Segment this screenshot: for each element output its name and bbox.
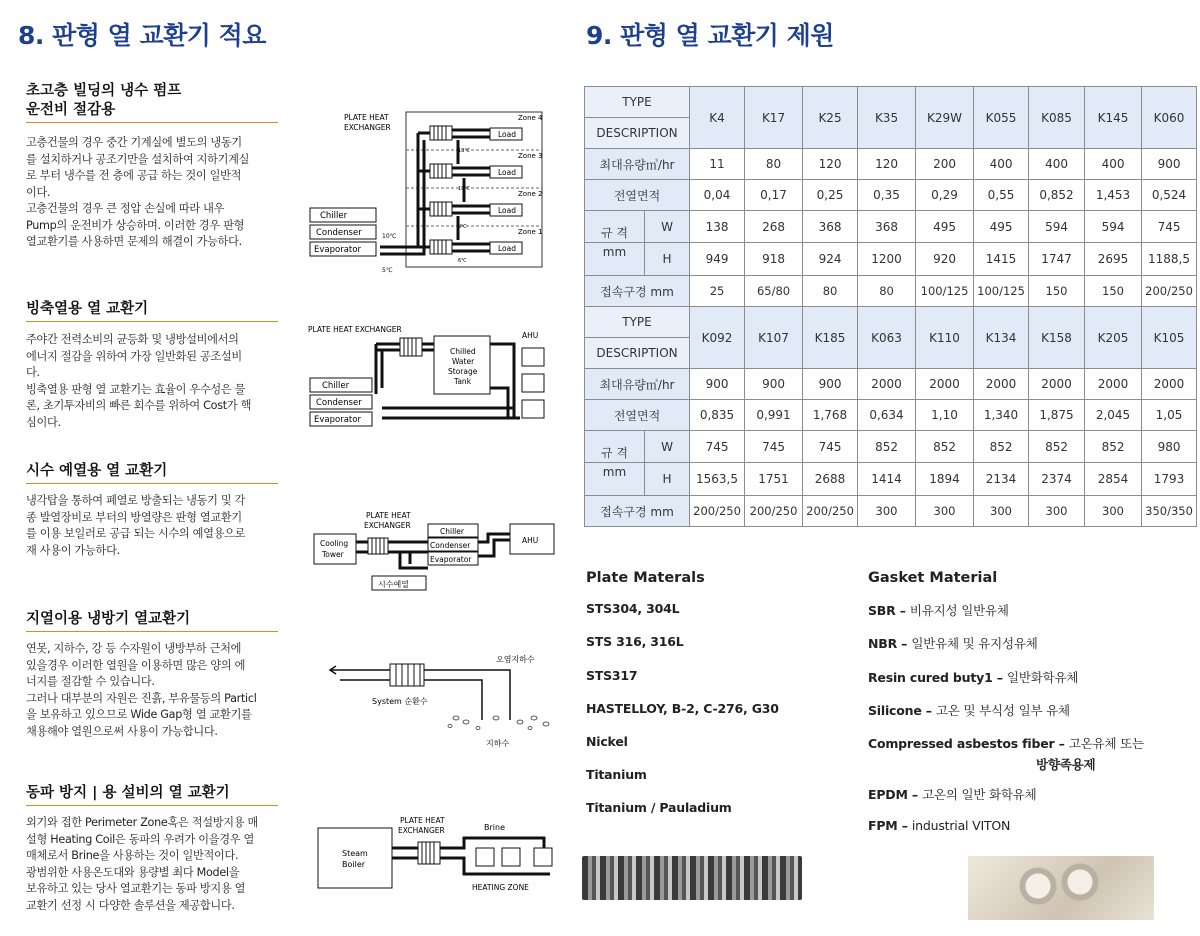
text-line: 너지를 절감할 수 있습니다. xyxy=(26,675,155,688)
flow-label-cell: 최대유량㎥/hr xyxy=(585,149,690,180)
width-value-cell: 745 xyxy=(745,431,803,463)
plate-materials-title: Plate Materals xyxy=(586,570,705,586)
area-value-cell: 0,17 xyxy=(745,180,803,211)
gasket-description: 비유지성 일반유체 xyxy=(909,603,1009,618)
section-1-text xyxy=(26,135,281,251)
connection-value-cell: 150 xyxy=(1085,276,1142,307)
mm-label-cell xyxy=(585,463,645,496)
text-line: 를 설치하거나 공조기만을 설치하여 지하기계실 xyxy=(26,152,250,166)
gasket-material-item xyxy=(868,785,1037,803)
gasket-description: 고온유체 또는 xyxy=(1068,736,1144,751)
text-line: 외기와 접한 Perimeter Zone혹은 적설방지용 매 xyxy=(26,816,259,829)
section-3-divider xyxy=(26,483,278,484)
text-line: 연못, 지하수, 강 등 수자원이 냉방부하 근처에 xyxy=(26,642,242,655)
zone-system-diagram xyxy=(300,108,560,278)
flow-value-cell: 900 xyxy=(803,369,858,400)
flow-value-cell: 2000 xyxy=(974,369,1029,400)
flow-value-cell: 400 xyxy=(1029,149,1085,180)
connection-value-cell: 300 xyxy=(1085,496,1142,527)
plate-material-item: HASTELLOY, B-2, C-276, G30 xyxy=(586,701,779,716)
gasket-name: Resin cured buty1 xyxy=(868,670,993,685)
width-value-cell: 852 xyxy=(1085,431,1142,463)
chiller-label: Chiller xyxy=(440,527,464,536)
plate-photo xyxy=(582,856,802,900)
w-label-cell: W xyxy=(645,431,690,463)
w-label-cell: W xyxy=(645,211,690,243)
evaporator-label: Evaporator xyxy=(314,415,361,425)
plate-material-item: STS317 xyxy=(586,668,638,683)
type-label-cell: TYPE xyxy=(585,307,690,338)
left-page-title: 8. 판형 열 교환기 적요 xyxy=(18,21,266,50)
h-label-cell: H xyxy=(645,463,690,496)
area-label-cell: 전열면적 xyxy=(585,180,690,211)
model-type-cell: K25 xyxy=(803,87,858,149)
gasket-photo xyxy=(968,856,1154,920)
text-line: 이다. xyxy=(26,185,51,199)
connection-value-cell: 200/250 xyxy=(803,496,858,527)
load-label: Load xyxy=(498,244,516,253)
plate-material-item: STS 316, 316L xyxy=(586,634,684,649)
area-value-cell: 0,852 xyxy=(1029,180,1085,211)
model-type-cell: K107 xyxy=(745,307,803,369)
text-line: 있을경우 이러한 열원을 이용하면 많은 양의 에 xyxy=(26,658,246,672)
flow-value-cell: 11 xyxy=(690,149,745,180)
area-value-cell: 0,524 xyxy=(1142,180,1197,211)
model-type-cell: K085 xyxy=(1029,87,1085,149)
height-value-cell: 2688 xyxy=(803,463,858,496)
chiller-label: Chiller xyxy=(322,381,350,391)
section-4-divider xyxy=(26,631,278,632)
flow-value-cell: 80 xyxy=(745,149,803,180)
section-2-text xyxy=(26,332,281,431)
type-label-cell: TYPE xyxy=(585,87,690,118)
height-value-cell: 2695 xyxy=(1085,243,1142,276)
text-line: 매체로서 Brine을 사용하는 것이 일반적이다. xyxy=(26,849,239,862)
text-line: 을 보유하고 있으므로 Wide Gap형 열 교환기를 xyxy=(26,708,252,721)
height-value-cell: 2374 xyxy=(1029,463,1085,496)
area-value-cell: 1,768 xyxy=(803,400,858,431)
model-type-cell: K205 xyxy=(1085,307,1142,369)
connection-value-cell: 300 xyxy=(916,496,974,527)
temp-label: 5℃ xyxy=(382,267,393,274)
width-value-cell: 852 xyxy=(858,431,916,463)
section-1-heading-line: 운전비 절감용 xyxy=(26,102,116,118)
area-value-cell: 0,634 xyxy=(858,400,916,431)
text-line: 를 이용 보일러로 공급 되는 시수의 예열용으로 xyxy=(26,527,246,540)
geothermal-diagram xyxy=(320,648,560,752)
steam-boiler-label: Steam xyxy=(342,849,368,858)
ahu-label: AHU xyxy=(522,331,539,340)
section-1-divider xyxy=(26,122,278,123)
size-label: 규 격 xyxy=(601,226,628,240)
size-label-cell xyxy=(585,211,645,243)
area-value-cell: 1,10 xyxy=(916,400,974,431)
text-line: 에너지 절감을 위하여 가장 일반화된 공조설비 xyxy=(26,349,242,363)
text-line: 냉각탑을 통하여 폐열로 방출되는 냉동기 및 각 xyxy=(26,494,246,507)
gasket-material-item xyxy=(868,634,1038,652)
separator: – xyxy=(1054,736,1069,751)
section-1-heading xyxy=(26,82,276,120)
height-value-cell: 2854 xyxy=(1085,463,1142,496)
flow-value-cell: 2000 xyxy=(1029,369,1085,400)
width-value-cell: 594 xyxy=(1085,211,1142,243)
antifreeze-diagram xyxy=(314,812,560,896)
text-line: 채용해야 열원으로써 사용이 가능합니다. xyxy=(26,724,218,738)
height-value-cell: 1188,5 xyxy=(1142,243,1197,276)
flow-value-cell: 900 xyxy=(745,369,803,400)
cooling-tower-label: Cooling xyxy=(320,539,349,548)
load-label: Load xyxy=(498,130,516,139)
diagram-label: PLATE HEAT EXCHANGER xyxy=(308,325,402,334)
model-type-cell: K4 xyxy=(690,87,745,149)
preheat-diagram xyxy=(310,506,560,596)
text-line: 보유하고 있는 당사 열교환기는 동파 방지용 열 xyxy=(26,882,246,895)
area-value-cell: 1,453 xyxy=(1085,180,1142,211)
diagram-label: EXCHANGER xyxy=(398,826,445,835)
height-value-cell: 1751 xyxy=(745,463,803,496)
text-line: 주야간 전력소비의 균등화 및 냉방설비에서의 xyxy=(26,333,239,346)
connection-value-cell: 200/250 xyxy=(690,496,745,527)
width-value-cell: 852 xyxy=(916,431,974,463)
zone-label: Zone 2 xyxy=(518,190,543,198)
gasket-material-item xyxy=(868,734,1144,773)
area-value-cell: 1,875 xyxy=(1029,400,1085,431)
description-label-cell: DESCRIPTION xyxy=(585,338,690,369)
section-4-heading: 지열이용 냉방기 열교환기 xyxy=(26,611,191,627)
text-line: 심이다. xyxy=(26,415,61,429)
area-value-cell: 0,29 xyxy=(916,180,974,211)
connection-value-cell: 300 xyxy=(974,496,1029,527)
connection-value-cell: 300 xyxy=(1029,496,1085,527)
flow-value-cell: 2000 xyxy=(858,369,916,400)
connection-value-cell: 200/250 xyxy=(1142,276,1197,307)
area-value-cell: 1,340 xyxy=(974,400,1029,431)
plate-material-item: Titanium xyxy=(586,767,647,782)
gasket-description: industrial VITON xyxy=(911,818,1011,833)
mm-label: mm xyxy=(602,245,627,259)
width-value-cell: 594 xyxy=(1029,211,1085,243)
right-page-title: 9. 판형 열 교환기 제원 xyxy=(586,21,834,50)
text-line: 재 사용이 가능하다. xyxy=(26,543,120,557)
gasket-name: NBR xyxy=(868,636,898,651)
flow-value-cell: 120 xyxy=(803,149,858,180)
connection-value-cell: 100/125 xyxy=(974,276,1029,307)
evaporator-label: Evaporator xyxy=(314,245,361,255)
width-value-cell: 268 xyxy=(745,211,803,243)
zone-label: Zone 4 xyxy=(518,114,543,122)
gasket-description: 고온의 일반 화학유체 xyxy=(922,787,1037,802)
zone-label: Zone 1 xyxy=(518,228,543,236)
model-type-cell: K060 xyxy=(1142,87,1197,149)
text-line: 그러나 대부분의 자원은 진흙, 부유물등의 Particl xyxy=(26,691,257,705)
diagram-label: EXCHANGER xyxy=(344,123,391,132)
area-value-cell: 0,991 xyxy=(745,400,803,431)
section-5-divider xyxy=(26,805,278,806)
gasket-material-item xyxy=(868,601,1009,619)
system-water-label: System 순환수 xyxy=(372,697,428,706)
text-line: 교환기 선정 시 다양한 솔루션을 제공합니다. xyxy=(26,898,235,912)
area-value-cell: 0,04 xyxy=(690,180,745,211)
gasket-name: Compressed asbestos fiber xyxy=(868,736,1055,751)
condenser-label: Condenser xyxy=(316,228,362,238)
height-value-cell: 2134 xyxy=(974,463,1029,496)
width-value-cell: 745 xyxy=(1142,211,1197,243)
groundwater-label: 지하수 xyxy=(486,739,510,748)
gasket-description: 일반유체 및 유지성유체 xyxy=(911,636,1038,651)
tank-label: Tank xyxy=(454,377,472,386)
temp-label: 11℃ xyxy=(458,186,470,192)
gasket-name: FPM xyxy=(868,818,898,833)
height-value-cell: 920 xyxy=(916,243,974,276)
width-value-cell: 980 xyxy=(1142,431,1197,463)
width-value-cell: 368 xyxy=(803,211,858,243)
h-label-cell: H xyxy=(645,243,690,276)
description-label-cell: DESCRIPTION xyxy=(585,118,690,149)
gasket-material-title: Gasket Material xyxy=(868,570,998,586)
gasket-material-item xyxy=(868,668,1078,686)
height-value-cell: 918 xyxy=(745,243,803,276)
temp-label: 13℃ xyxy=(458,148,470,154)
model-type-cell: K158 xyxy=(1029,307,1085,369)
model-type-cell: K055 xyxy=(974,87,1029,149)
load-label: Load xyxy=(498,168,516,177)
diagram-label: PLATE HEAT xyxy=(344,113,389,122)
area-value-cell: 0,835 xyxy=(690,400,745,431)
condenser-label: Condenser xyxy=(430,541,471,550)
connection-value-cell: 200/250 xyxy=(745,496,803,527)
width-value-cell: 138 xyxy=(690,211,745,243)
gasket-name: Silicone xyxy=(868,703,922,718)
model-type-cell: K092 xyxy=(690,307,745,369)
flow-value-cell: 900 xyxy=(1142,149,1197,180)
model-type-cell: K110 xyxy=(916,307,974,369)
width-value-cell: 368 xyxy=(858,211,916,243)
diagram-label: PLATE HEAT xyxy=(366,511,411,520)
zone-label: Zone 3 xyxy=(518,152,543,160)
connection-label-cell: 접속구경 mm xyxy=(585,276,690,307)
brine-label: Brine xyxy=(484,823,505,832)
steam-boiler-label: Boiler xyxy=(342,860,366,869)
ice-storage-diagram xyxy=(300,318,560,438)
model-type-cell: K063 xyxy=(858,307,916,369)
section-3-text xyxy=(26,493,281,559)
text-line: 열교환기를 사용하면 문제의 해결이 가능하다. xyxy=(26,235,242,248)
text-line: 다. xyxy=(26,366,40,379)
connection-value-cell: 350/350 xyxy=(1142,496,1197,527)
separator: – xyxy=(897,818,912,833)
area-value-cell: 1,05 xyxy=(1142,400,1197,431)
text-line: 로 부터 냉수를 전 층에 공급 하는 것이 일반적 xyxy=(26,169,242,182)
section-3-heading: 시수 예열용 열 교환기 xyxy=(26,463,168,479)
flow-value-cell: 400 xyxy=(1085,149,1142,180)
model-type-cell: K134 xyxy=(974,307,1029,369)
section-4-text xyxy=(26,641,281,740)
temp-label: 9℃ xyxy=(458,224,467,230)
width-value-cell: 745 xyxy=(690,431,745,463)
flow-value-cell: 2000 xyxy=(916,369,974,400)
area-value-cell: 0,35 xyxy=(858,180,916,211)
gasket-material-item xyxy=(868,818,1010,833)
flow-value-cell: 120 xyxy=(858,149,916,180)
height-value-cell: 1563,5 xyxy=(690,463,745,496)
model-type-cell: K17 xyxy=(745,87,803,149)
condenser-label: Condenser xyxy=(316,398,362,408)
model-type-cell: K29W xyxy=(916,87,974,149)
tank-label: Storage xyxy=(448,367,478,376)
flow-value-cell: 2000 xyxy=(1085,369,1142,400)
text-line: Pump의 운전비가 상승하며. 이러한 경우 판형 xyxy=(26,218,245,232)
temp-label: 6℃ xyxy=(458,258,467,264)
plate-material-item: Nickel xyxy=(586,734,628,749)
model-type-cell: K185 xyxy=(803,307,858,369)
preheat-label: 시수예열 xyxy=(378,580,409,589)
mm-label-cell xyxy=(585,243,645,276)
separator: – xyxy=(895,603,910,618)
flow-label-cell: 최대유량㎥/hr xyxy=(585,369,690,400)
flow-value-cell: 200 xyxy=(916,149,974,180)
gasket-material-item xyxy=(868,701,1070,719)
connection-value-cell: 80 xyxy=(858,276,916,307)
text-line: 광범위한 사용온도대와 용량별 최다 Model을 xyxy=(26,865,240,879)
area-value-cell: 2,045 xyxy=(1085,400,1142,431)
separator: – xyxy=(897,636,912,651)
flow-value-cell: 400 xyxy=(974,149,1029,180)
gasket-name: EPDM xyxy=(868,787,908,802)
temp-label: 10℃ xyxy=(382,233,397,240)
model-type-cell: K105 xyxy=(1142,307,1197,369)
width-value-cell: 852 xyxy=(1029,431,1085,463)
section-1-heading-line: 초고층 빌딩의 냉수 펌프 xyxy=(26,83,182,99)
height-value-cell: 1200 xyxy=(858,243,916,276)
flow-value-cell: 2000 xyxy=(1142,369,1197,400)
area-value-cell: 0,55 xyxy=(974,180,1029,211)
heating-zone-label: HEATING ZONE xyxy=(472,883,529,892)
area-value-cell: 0,25 xyxy=(803,180,858,211)
polluted-water-label: 오염지하수 xyxy=(496,655,535,664)
height-value-cell: 1414 xyxy=(858,463,916,496)
width-value-cell: 495 xyxy=(916,211,974,243)
load-label: Load xyxy=(498,206,516,215)
model-type-cell: K35 xyxy=(858,87,916,149)
connection-label-cell: 접속구경 mm xyxy=(585,496,690,527)
cooling-tower-label: Tower xyxy=(322,550,344,559)
chiller-label: Chiller xyxy=(320,211,348,221)
height-value-cell: 1793 xyxy=(1142,463,1197,496)
section-2-heading: 빙축열용 열 교환기 xyxy=(26,301,149,317)
height-value-cell: 924 xyxy=(803,243,858,276)
height-value-cell: 1894 xyxy=(916,463,974,496)
width-value-cell: 495 xyxy=(974,211,1029,243)
mm-label: mm xyxy=(602,465,627,479)
tank-label: Chilled xyxy=(450,347,476,356)
section-5-heading: 동파 방지 | 용 설비의 열 교환기 xyxy=(26,785,230,801)
gasket-description: 일반화학유체 xyxy=(1006,670,1079,685)
connection-value-cell: 80 xyxy=(803,276,858,307)
connection-value-cell: 150 xyxy=(1029,276,1085,307)
text-line: 빙축열용 판형 열 교환기는 효율이 우수성은 물 xyxy=(26,382,246,396)
separator: – xyxy=(992,670,1007,685)
height-value-cell: 1747 xyxy=(1029,243,1085,276)
text-line: 론, 초기투자비의 빠른 회수를 위하여 Cost가 핵 xyxy=(26,399,252,412)
section-2-divider xyxy=(26,321,278,322)
area-label-cell: 전열면적 xyxy=(585,400,690,431)
size-label: 규 격 xyxy=(601,446,628,460)
text-line: 고층건물의 경우 큰 정압 손실에 따라 내우 xyxy=(26,202,225,215)
section-5-text xyxy=(26,815,281,914)
ahu-label: AHU xyxy=(522,536,539,545)
plate-material-item: STS304, 304L xyxy=(586,601,680,616)
connection-value-cell: 100/125 xyxy=(916,276,974,307)
separator: – xyxy=(921,703,936,718)
tank-label: Water xyxy=(452,357,475,366)
gasket-name: SBR xyxy=(868,603,896,618)
text-line: 설형 Heating Coil은 동파의 우려가 이을경우 열 xyxy=(26,832,255,846)
text-line: 종 발열장비로 부터의 방열량은 판형 열교환기 xyxy=(26,510,242,524)
connection-value-cell: 25 xyxy=(690,276,745,307)
separator: – xyxy=(907,787,923,802)
flow-value-cell: 900 xyxy=(690,369,745,400)
gasket-description-cont: 방향족용제 xyxy=(1036,757,1096,772)
height-value-cell: 949 xyxy=(690,243,745,276)
gasket-description: 고온 및 부식성 일부 유체 xyxy=(936,703,1070,718)
model-type-cell: K145 xyxy=(1085,87,1142,149)
plate-material-item: Titanium / Pauladium xyxy=(586,800,732,815)
connection-value-cell: 65/80 xyxy=(745,276,803,307)
connection-value-cell: 300 xyxy=(858,496,916,527)
width-value-cell: 745 xyxy=(803,431,858,463)
evaporator-label: Evaporator xyxy=(430,555,472,564)
diagram-label: PLATE HEAT xyxy=(400,816,445,825)
text-line: 고층건물의 경우 중간 기계실에 별도의 냉동기 xyxy=(26,136,242,149)
width-value-cell: 852 xyxy=(974,431,1029,463)
size-label-cell xyxy=(585,431,645,463)
diagram-label: EXCHANGER xyxy=(364,521,411,530)
height-value-cell: 1415 xyxy=(974,243,1029,276)
spec-table xyxy=(584,86,1197,527)
